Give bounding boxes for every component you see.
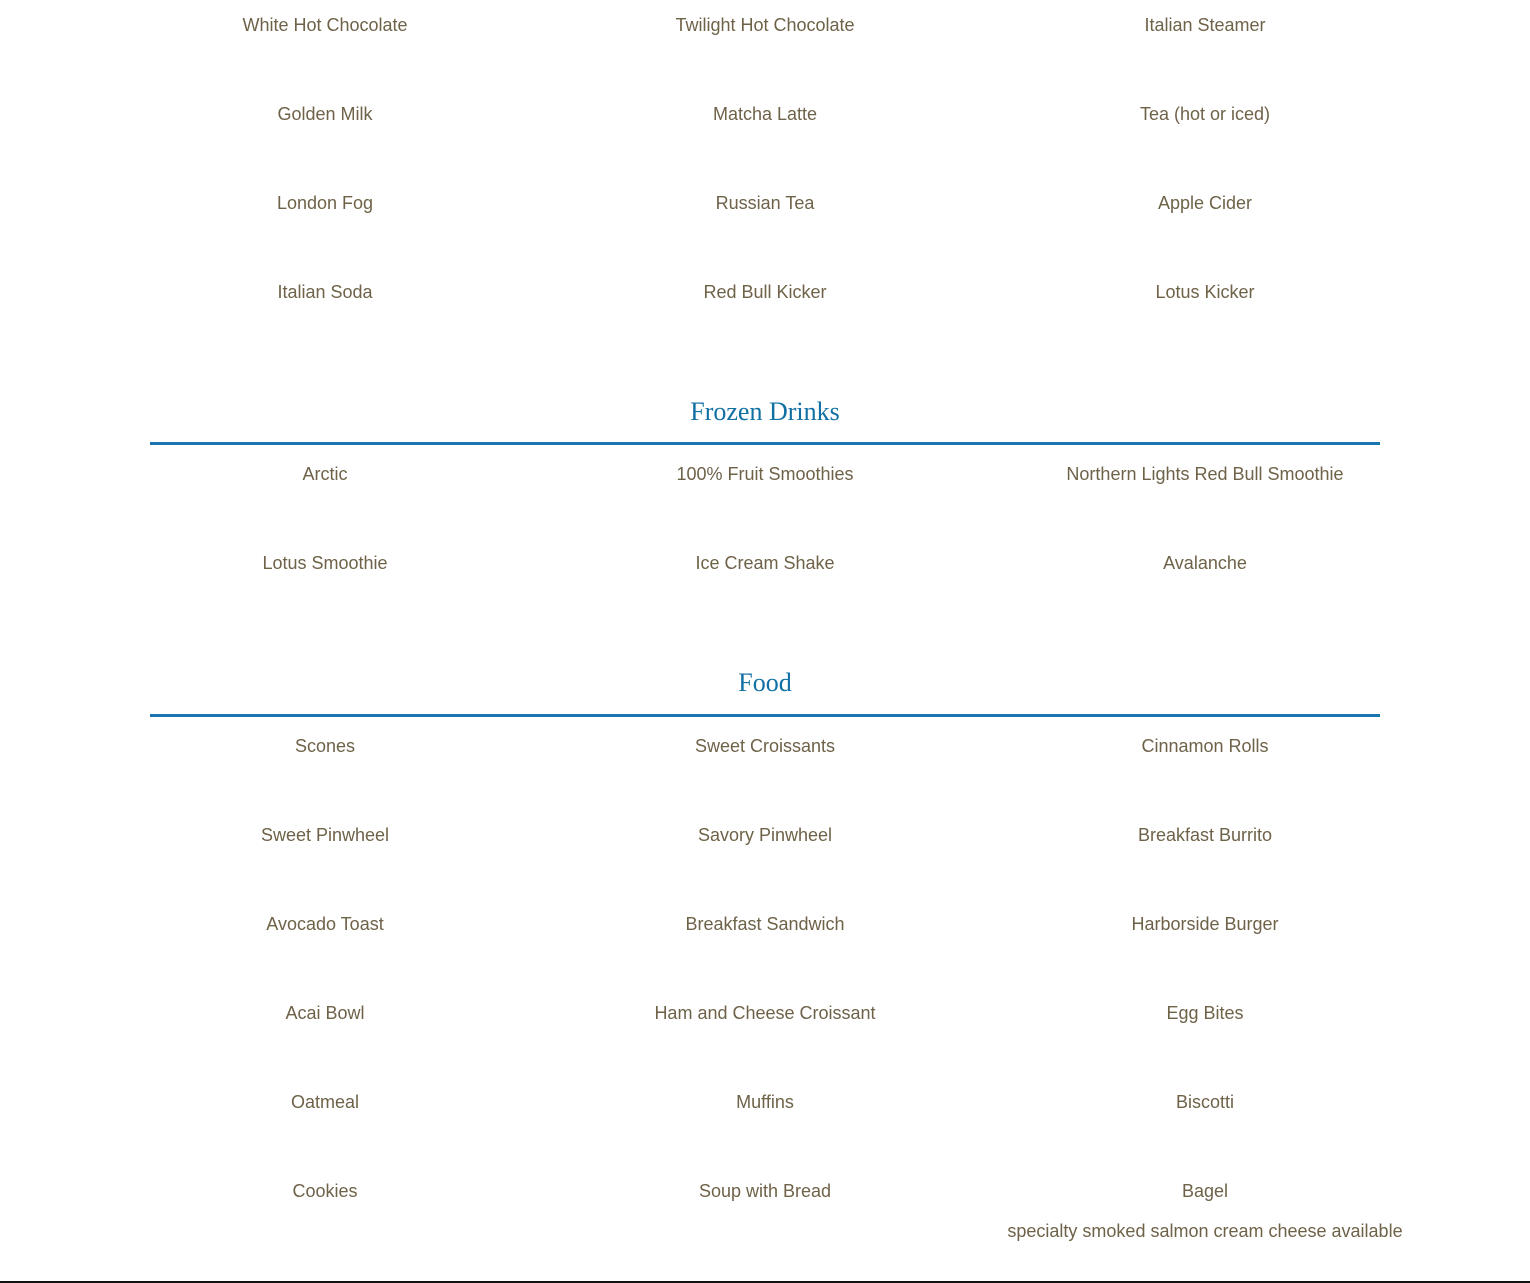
menu-item: White Hot Chocolate xyxy=(242,15,408,35)
menu-item: Avocado Toast xyxy=(266,914,384,934)
frozen-drinks-menu-grid xyxy=(105,461,1425,639)
menu-item: Oatmeal xyxy=(290,1092,360,1112)
menu-item: Matcha Latte xyxy=(712,104,818,124)
menu-item: Breakfast Burrito xyxy=(1137,825,1273,845)
menu-item: Red Bull Kicker xyxy=(703,282,827,302)
menu-item: Cookies xyxy=(292,1181,358,1201)
menu-item: Arctic xyxy=(302,464,348,484)
menu-item: Ham and Cheese Croissant xyxy=(654,1003,876,1023)
menu-item: Harborside Burger xyxy=(1131,914,1279,934)
menu-item-bagel xyxy=(985,1178,1425,1267)
menu-item: Golden Milk xyxy=(277,104,373,124)
menu-item: 100% Fruit Smoothies xyxy=(676,464,854,484)
menu-item: Muffins xyxy=(736,1092,794,1112)
menu-item: Russian Tea xyxy=(715,193,815,213)
menu-item: Italian Soda xyxy=(277,282,373,302)
menu-item: Biscotti xyxy=(1175,1092,1235,1112)
menu-item-label: Bagel xyxy=(1181,1181,1229,1201)
menu-item: London Fog xyxy=(276,193,374,213)
menu-item: Egg Bites xyxy=(1166,1003,1244,1023)
menu-item: Acai Bowl xyxy=(285,1003,365,1023)
menu-item: Sweet Croissants xyxy=(694,736,836,756)
menu-item: Tea (hot or iced) xyxy=(1139,104,1271,124)
drinks-menu-grid xyxy=(105,12,1425,368)
section-title-food: Food xyxy=(738,668,792,697)
menu-item: Italian Steamer xyxy=(1144,15,1266,35)
menu-item: Cinnamon Rolls xyxy=(1141,736,1269,756)
menu-item: Breakfast Sandwich xyxy=(685,914,845,934)
menu-item: Twilight Hot Chocolate xyxy=(675,15,855,35)
section-divider xyxy=(150,442,1380,445)
menu-item: Savory Pinwheel xyxy=(697,825,833,845)
menu-item: Avalanche xyxy=(1163,553,1247,573)
menu-item: Lotus Smoothie xyxy=(262,553,388,573)
menu-item: Sweet Pinwheel xyxy=(260,825,390,845)
menu-item-note: specialty smoked salmon cream cheese available xyxy=(1007,1221,1403,1241)
section-divider xyxy=(150,714,1380,717)
food-menu-grid xyxy=(105,733,1425,1267)
menu-item: Scones xyxy=(294,736,356,756)
menu-item: Lotus Kicker xyxy=(1155,282,1255,302)
section-title-frozen-drinks: Frozen Drinks xyxy=(690,397,840,426)
menu-item: Apple Cider xyxy=(1157,193,1253,213)
menu-item: Soup with Bread xyxy=(698,1181,832,1201)
menu-item: Ice Cream Shake xyxy=(695,553,835,573)
menu-item: Northern Lights Red Bull Smoothie xyxy=(1066,464,1344,484)
